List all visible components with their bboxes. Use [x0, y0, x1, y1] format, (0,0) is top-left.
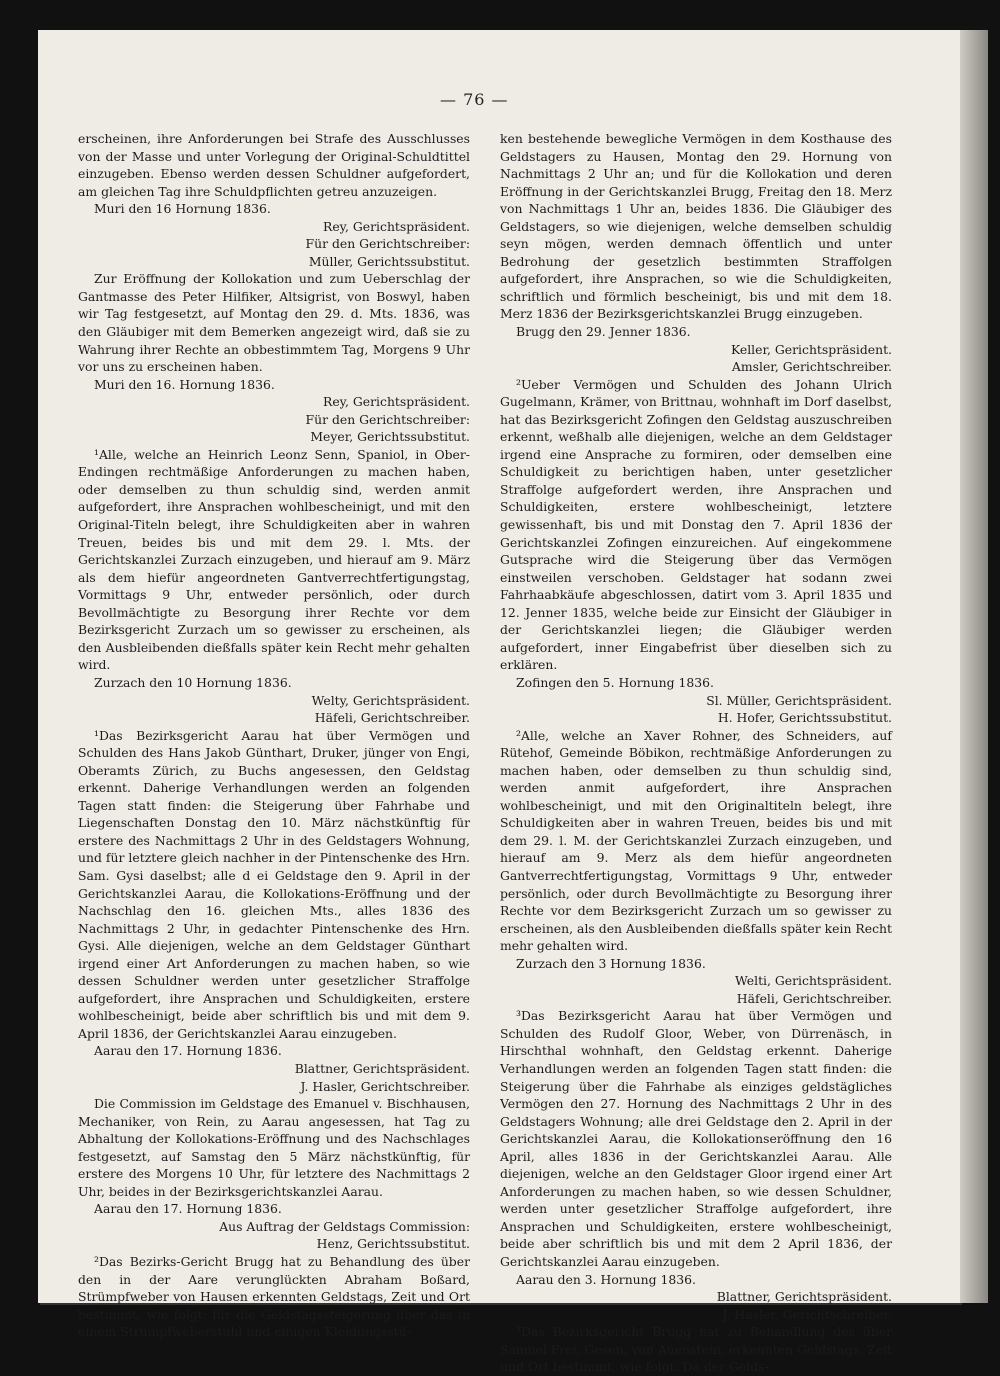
signature-line: Sl. Müller, Gerichtspräsident. — [706, 692, 892, 708]
notice-paragraph: Zurzach den 10 Hornung 1836. — [94, 674, 292, 690]
signature-line: Meyer, Gerichtssubstitut. — [310, 429, 470, 445]
signature-line: Welty, Gerichtspräsident. — [311, 692, 470, 708]
signature-line: Amsler, Gerichtschreiber. — [731, 359, 892, 375]
signature-line: Blattner, Gerichtspräsident. — [716, 1289, 892, 1305]
notice-paragraph: ¹Alle, welche an Heinrich Leonz Senn, Spaniol, in Ober-Endingen rechtmäßige Anforderungen zu machen haben, oder demselben zu thun schuldig sind, werden anmit aufgefordert, ihre Ansprachen wohlbescheinigt, und mit den Original-Titeln belegt, ihre Schuldigkeiten aber in wahren Treuen, beides bis und mit dem 29. l. Mts. der Gerichtskanzlei Zurzach einzugeben, und hierauf am 9. März als dem hiefür angeordneten Gantverrechtfertigungstag, Vormittags 9 Uhr, entweder persönlich, oder durch Bevollmächtigte zu Besorgung ihrer Rechte vor dem Bezirksgericht Zurzach um so gewisser zu erscheinen, als den Ausbleibenden dießfalls später kein Recht mehr gehalten wird. — [78, 446, 470, 673]
signature-line: Henz, Gerichtssubstitut. — [316, 1236, 470, 1252]
page-gutter — [960, 30, 988, 1303]
notice-paragraph: Muri den 16 Hornung 1836. — [94, 201, 271, 217]
signature-line: Für den Gerichtschreiber: — [305, 411, 470, 427]
notice-paragraph: ²Alle, welche an Xaver Rohner, des Schneiders, auf Rütehof, Gemeinde Böbikon, rechtmäßige Anforderungen zu machen haben, oder demselben zu thun schuldig sind, werden anmit aufgefordert, ihre Ansprachen wohlbescheinigt, und mit den Originaltiteln belegt, ihre Schuldigkeiten aber in wahren Treuen, beides bis und mit dem 29. l. M. der Gerichtskanzlei Zurzach einzugeben, und hierauf am 9. Merz als dem hiefür angeordneten Gantverrechtfertigungstag, Vormittags 9 Uhr, entweder persönlich, oder durch Bevollmächtigte zu Besorgung ihrer Rechte vor dem Bezirksgericht Zurzach um so gewisser zu erscheinen, als den Ausbleibenden dießfalls später kein Recht mehr gehalten wird. — [500, 727, 892, 954]
signature-line: Welti, Gerichtspräsident. — [735, 973, 892, 989]
notice-paragraph: Aarau den 3. Hornung 1836. — [516, 1271, 696, 1287]
left-column — [78, 130, 470, 1341]
signature-line: Blattner, Gerichtspräsident. — [294, 1060, 470, 1076]
notice-paragraph: ³Das Bezirksgericht Brugg hat zu Behandlung des über Samuel Frei, Gesen, von Auenstein, erkennten Geldstags, Zeit und Ort bestimmt, wie folgt: Da der Gelds- — [500, 1324, 892, 1375]
signature-line: Aus Auftrag der Geldstags Commission: — [219, 1218, 470, 1234]
signature-line: Müller, Gerichtssubstitut. — [308, 253, 470, 269]
notice-paragraph: Die Commission im Geldstage des Emanuel v. Bischhausen, Mechaniker, von Rein, zu Aarau angesessen, hat Tag zu Abhaltung der Kollokations-Eröffnung und des Nachschlages festgesetzt, auf Samstag den 5 März nächstkünftig, für erstere des Morgens 10 Uhr, für letztere des Nachmittags 2 Uhr, beides in der Bezirksgerichtskanzlei Aarau. — [78, 1096, 470, 1199]
signature-line: J. Hasler, Gerichtschreiber. — [722, 1306, 892, 1322]
notice-paragraph: ²Ueber Vermögen und Schulden des Johann Ulrich Gugelmann, Krämer, von Brittnau, wohnhaft im Dorf daselbst, hat das Bezirksgericht Zofingen den Geldstag auszuschreiben erkennt, weßhalb alle diejenigen, welche an dem Geldstager irgend eine Ansprache zu formiren, oder demselben eine Schuldigkeit zu berichtigen haben, unter gesetzlicher Straffolge aufgefordert werden, ihre Ansprachen und Schuldigkeiten, erstere wohlbescheinigt, letztere gewissenhaft, bis und mit Donstag den 7. April 1836 der Gerichtskanzlei Zofingen einzureichen. Auf eingekommene Gutsprache wird die Steigerung über das Vermögen einstweilen verschoben. Geldstager hat sodann zwei Fahrhaabkäufe abgeschlossen, datirt vom 3. April 1835 und 12. Jenner 1835, welche beide zur Einsicht der Gläubiger in der Gerichtskanzlei liegen; die Gläubiger werden aufgefordert, inner Eingabefrist über dieselben sich zu erklären. — [500, 376, 892, 673]
notice-paragraph: ²Das Bezirks-Gericht Brugg hat zu Behandlung des über den in der Aare verunglückten Abraham Boßard, Strümpfweber von Hausen erkennten Geldstags, Zeit und Ort bestimmt, wie folgt: für die Geldstagssteigerung über das in einem Strümpfweberstuhl und einigen Kleidungsstü- — [78, 1254, 470, 1340]
notice-paragraph: Zurzach den 3 Hornung 1836. — [516, 955, 706, 971]
notice-paragraph: Muri den 16. Hornung 1836. — [94, 376, 275, 392]
right-column — [500, 130, 892, 1376]
signature-line: Rey, Gerichtspräsident. — [323, 394, 470, 410]
notice-paragraph: Brugg den 29. Jenner 1836. — [516, 324, 691, 340]
notice-paragraph: ¹Das Bezirksgericht Aarau hat über Vermögen und Schulden des Hans Jakob Günthart, Druker, jünger von Engi, Oberamts Zürich, zu Buchs angesessen, den Geldstag erkennt. Daherige Verhandlungen werden an folgenden Tagen statt finden: die Steigerung über Fahrhabe und Liegenschaften Donstag den 10. März nächstkünftig für erstere des Nachmittags 2 Uhr in des Geldstagers Wohnung, und für letztere gleich nachher in der Pintenschenke des Hrn. Sam. Gysi daselbst; alle d ei Geldstage den 9. April in der Gerichtskanzlei Aarau, die Kollokations-Eröffnung und der Nachschlag den 16. gleichen Mts., alles 1836 des Nachmittags 2 Uhr, in gedachter Pintenschenke des Hrn. Gysi. Alle diejenigen, welche an dem Geldstager Günthart irgend einer Art Anforderungen zu machen haben, so wie dessen Schuldner werden unter gesetzlicher Straffolge aufgefordert, ihre Ansprachen und Schuldigkeiten, erstere wohlbescheinigt, beide aber schriftlich bis und mit dem 9. April 1836, der Gerichtskanzlei Aarau einzugeben. — [78, 727, 470, 1041]
notice-paragraph: Aarau den 17. Hornung 1836. — [94, 1201, 282, 1217]
signature-line: Keller, Gerichtspräsident. — [730, 341, 892, 357]
notice-paragraph: Aarau den 17. Hornung 1836. — [94, 1043, 282, 1059]
notice-paragraph: Zur Eröffnung der Kollokation und zum Ueberschlag der Gantmasse des Peter Hilfiker, Altsigrist, von Boswyl, haben wir Tag festgesetzt, auf Montag den 29. d. Mts. 1836, was den Gläubiger mit dem Bemerken angezeigt wird, daß sie zu Wahrung ihrer Rechte an obbestimmtem Tag, Morgens 9 Uhr vor uns zu erscheinen haben. — [78, 271, 470, 375]
page-number: — 76 — — [440, 90, 509, 109]
notice-paragraph: ³Das Bezirksgericht Aarau hat über Vermögen und Schulden des Rudolf Gloor, Weber, von Dürrenäsch, in Hirschthal wohnhaft, den Geldstag erkennt. Daherige Verhandlungen werden an folgenden Tagen statt finden: die Steigerung über die Fahrhabe als einziges geldstägliches Vermögen den 27. Hornung des Nachmittags 2 Uhr in des Geldstagers Wohnung; alle drei Geldstage den 2. April in der Gerichtskanzlei Aarau, die Kollokationseröffnung den 16 April, alles 1836 in der Gerichtskanzlei Aarau. Alle diejenigen, welche an den Geldstager Gloor irgend einer Art Anforderungen zu machen haben, so wie dessen Schuldner, werden unter gesetzlicher Straffolge aufgefordert, ihre Ansprachen und Schuldigkeiten, erstere wohlbescheinigt, beide aber schriftlich bis und mit dem 2 April 1836, der Gerichtskanzlei Aarau einzugeben. — [500, 1008, 892, 1269]
signature-line: H. Hofer, Gerichtssubstitut. — [717, 710, 892, 726]
notice-paragraph: Zofingen den 5. Hornung 1836. — [516, 674, 714, 690]
notice-paragraph: erscheinen, ihre Anforderungen bei Strafe des Ausschlusses von der Masse und unter Vorlegung der Original-Schuldtittel einzugeben. Ebenso werden dessen Schuldner aufgefordert, am gleichen Tag ihre Schuldpflichten getreu anzuzeigen. — [78, 131, 470, 199]
signature-line: Häfeli, Gerichtschreiber. — [314, 710, 470, 726]
notice-paragraph: ken bestehende bewegliche Vermögen in dem Kosthause des Geldstagers zu Hausen, Montag den 29. Hornung von Nachmittags 2 Uhr an; und für die Kollokation und deren Eröffnung in der Gerichtskanzlei Brugg, Freitag den 18. Merz von Nachmittags 1 Uhr an, beides 1836. Die Gläubiger des Geldstagers, so wie diejenigen, welche demselben schuldig seyn mögen, werden demnach öffentlich und unter Bedrohung der gesetzlich bestimmten Straffolgen aufgefordert, ihre Ansprachen, so wie die Schuldigkeiten, schriftlich und förmlich bescheinigt, bis und mit dem 18. Merz 1836 der Bezirksgerichtskanzlei Brugg einzugeben. — [500, 131, 892, 322]
signature-line: Häfeli, Gerichtschreiber. — [736, 990, 892, 1006]
signature-line: Für den Gerichtschreiber: — [305, 236, 470, 252]
signature-line: J. Hasler, Gerichtschreiber. — [300, 1078, 470, 1094]
signature-line: Rey, Gerichtspräsident. — [323, 218, 470, 234]
